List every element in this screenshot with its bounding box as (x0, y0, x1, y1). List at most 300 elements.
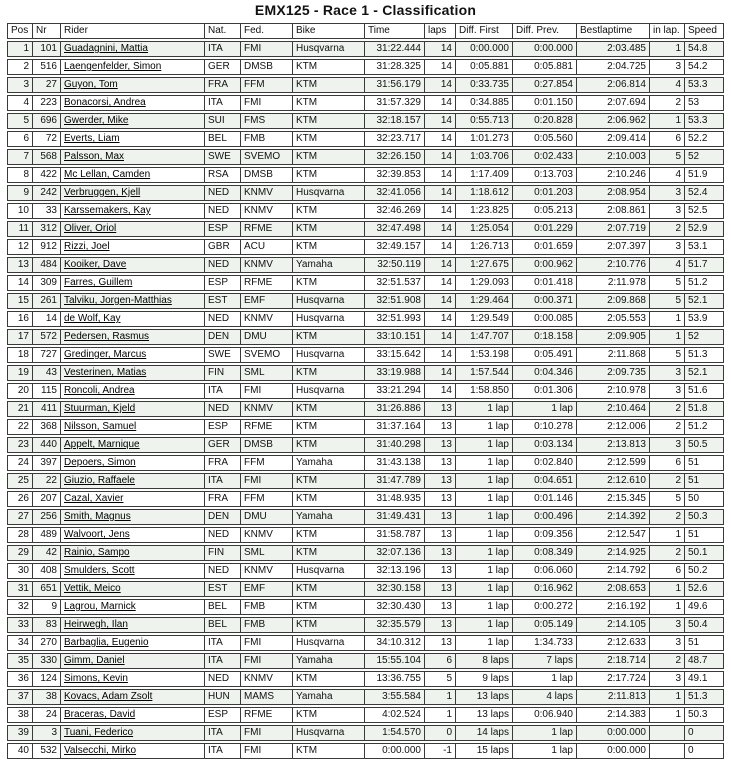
rider-link[interactable]: Palsson, Max (64, 151, 125, 162)
rider-link[interactable]: Heirwegh, Ilan (64, 619, 128, 630)
cell-nat: FRA (205, 77, 241, 93)
cell-nr: 24 (33, 707, 61, 723)
cell-nr: 242 (33, 185, 61, 201)
rider-link[interactable]: Bonacorsi, Andrea (64, 97, 146, 108)
cell-laps: 14 (425, 257, 456, 273)
cell-nr: 33 (33, 203, 61, 219)
cell-pos: 36 (7, 671, 33, 687)
cell-time: 33:10.151 (365, 329, 425, 345)
table-row (7, 527, 724, 543)
cell-diff-prev: 0:16.962 (513, 581, 577, 597)
cell-bike: Husqvarna (293, 311, 365, 327)
cell-diff-prev: 0:01.306 (513, 383, 577, 399)
rider-link[interactable]: Laengenfelder, Simon (64, 61, 162, 72)
cell-diff-prev: 0:00.962 (513, 257, 577, 273)
cell-nat: ITA (205, 653, 241, 669)
cell-speed: 52 (685, 329, 724, 345)
table-row (7, 149, 724, 165)
cell-laps: 14 (425, 41, 456, 57)
cell-diff-first: 1:58.850 (456, 383, 513, 399)
cell-diff-first: 0:05.881 (456, 59, 513, 75)
cell-time: 4:02.524 (365, 707, 425, 723)
cell-fed: SVEMO (241, 149, 293, 165)
cell-in-lap: 3 (650, 239, 685, 255)
rider-link[interactable]: Lagrou, Marnick (64, 601, 136, 612)
cell-in-lap: 1 (650, 113, 685, 129)
cell-fed: KNMV (241, 563, 293, 579)
rider-link[interactable]: Simons, Kevin (64, 673, 128, 684)
cell-diff-first: 1:18.612 (456, 185, 513, 201)
cell-nat: ITA (205, 41, 241, 57)
cell-laps: 13 (425, 545, 456, 561)
cell-rider (61, 203, 205, 219)
cell-speed: 51.3 (685, 347, 724, 363)
cell-in-lap: 5 (650, 149, 685, 165)
cell-nr: 408 (33, 563, 61, 579)
table-row (7, 743, 724, 759)
cell-diff-prev: 0:01.203 (513, 185, 577, 201)
cell-speed: 50.2 (685, 563, 724, 579)
cell-fed: RFME (241, 707, 293, 723)
cell-pos: 25 (7, 473, 33, 489)
rider-link[interactable]: Appelt, Marnique (64, 439, 140, 450)
cell-diff-prev: 0:13.703 (513, 167, 577, 183)
cell-bestlaptime: 2:07.719 (577, 221, 650, 237)
cell-rider (61, 311, 205, 327)
cell-nat: NED (205, 257, 241, 273)
cell-bike: KTM (293, 77, 365, 93)
cell-nr: 397 (33, 455, 61, 471)
table-row (7, 77, 724, 93)
table-row (7, 491, 724, 507)
cell-bestlaptime: 2:18.714 (577, 653, 650, 669)
cell-diff-first: 0:33.735 (456, 77, 513, 93)
cell-laps: 14 (425, 185, 456, 201)
rider-link[interactable]: de Wolf, Kay (64, 313, 121, 324)
cell-pos: 40 (7, 743, 33, 759)
cell-pos: 5 (7, 113, 33, 129)
cell-time: 32:51.993 (365, 311, 425, 327)
rider-link[interactable]: Everts, Liam (64, 133, 120, 144)
cell-diff-first: 13 laps (456, 689, 513, 705)
cell-diff-first: 0:34.885 (456, 95, 513, 111)
cell-time: 32:07.136 (365, 545, 425, 561)
cell-rider (61, 293, 205, 309)
cell-nat: ITA (205, 725, 241, 741)
cell-time: 32:30.158 (365, 581, 425, 597)
cell-time: 32:30.430 (365, 599, 425, 615)
cell-time: 34:10.312 (365, 635, 425, 651)
rider-link[interactable]: Valsecchi, Mirko (64, 745, 137, 756)
cell-nat: ITA (205, 95, 241, 111)
cell-nr: 223 (33, 95, 61, 111)
cell-laps: 13 (425, 509, 456, 525)
cell-fed: KNMV (241, 311, 293, 327)
cell-fed: FFM (241, 455, 293, 471)
cell-diff-first: 13 laps (456, 707, 513, 723)
rider-link[interactable]: Oliver, Oriol (64, 223, 117, 234)
cell-nr: 207 (33, 491, 61, 507)
cell-fed: SML (241, 545, 293, 561)
cell-bestlaptime: 2:10.464 (577, 401, 650, 417)
cell-bestlaptime: 2:14.792 (577, 563, 650, 579)
cell-diff-prev: 0:00.085 (513, 311, 577, 327)
rider-link[interactable]: Talviku, Jorgen-Matthias (64, 295, 172, 306)
cell-diff-prev: 0:01.418 (513, 275, 577, 291)
cell-time: 32:47.498 (365, 221, 425, 237)
cell-pos: 32 (7, 599, 33, 615)
cell-fed: FMI (241, 635, 293, 651)
cell-in-lap: 2 (650, 473, 685, 489)
cell-bike: Yamaha (293, 689, 365, 705)
rider-link[interactable]: Vesterinen, Matias (64, 367, 147, 378)
cell-speed: 51 (685, 473, 724, 489)
cell-laps: 13 (425, 563, 456, 579)
cell-bike: KTM (293, 203, 365, 219)
rider-link[interactable]: Karssemakers, Kay (64, 205, 151, 216)
cell-rider (61, 689, 205, 705)
table-row (7, 275, 724, 291)
cell-laps: 14 (425, 347, 456, 363)
cell-in-lap: 4 (650, 77, 685, 93)
cell-speed: 51.2 (685, 419, 724, 435)
cell-bike: Husqvarna (293, 635, 365, 651)
cell-pos: 26 (7, 491, 33, 507)
rider-link[interactable]: Farres, Guillem (64, 277, 133, 288)
cell-rider (61, 491, 205, 507)
cell-speed: 52.4 (685, 185, 724, 201)
cell-nat: NED (205, 203, 241, 219)
cell-bestlaptime: 2:10.776 (577, 257, 650, 273)
cell-time: 31:47.789 (365, 473, 425, 489)
cell-in-lap: 5 (650, 275, 685, 291)
cell-rider (61, 113, 205, 129)
cell-rider (61, 743, 205, 759)
cell-laps: 14 (425, 113, 456, 129)
cell-bestlaptime: 2:15.345 (577, 491, 650, 507)
cell-bestlaptime: 2:04.725 (577, 59, 650, 75)
cell-nr: 330 (33, 653, 61, 669)
cell-rider (61, 167, 205, 183)
table-row (7, 113, 724, 129)
cell-nr: 9 (33, 599, 61, 615)
cell-bike: KTM (293, 365, 365, 381)
cell-in-lap: 5 (650, 491, 685, 507)
cell-fed: SML (241, 365, 293, 381)
cell-bike: Husqvarna (293, 383, 365, 399)
cell-nat: RSA (205, 167, 241, 183)
cell-bestlaptime: 2:11.978 (577, 275, 650, 291)
cell-time: 1:54.570 (365, 725, 425, 741)
cell-time: 32:35.579 (365, 617, 425, 633)
cell-time: 32:13.196 (365, 563, 425, 579)
cell-fed: FMI (241, 383, 293, 399)
rider-link[interactable]: Tuani, Federico (64, 727, 134, 738)
table-row (7, 545, 724, 561)
rider-link[interactable]: Roncoli, Andrea (64, 385, 135, 396)
cell-speed: 51.3 (685, 689, 724, 705)
cell-diff-first: 1 lap (456, 545, 513, 561)
cell-nr: 651 (33, 581, 61, 597)
cell-speed: 52.6 (685, 581, 724, 597)
cell-diff-first: 1 lap (456, 509, 513, 525)
rider-link[interactable]: Cazal, Xavier (64, 493, 124, 504)
cell-bestlaptime: 2:10.246 (577, 167, 650, 183)
cell-nat: ESP (205, 221, 241, 237)
cell-pos: 23 (7, 437, 33, 453)
cell-nat: ITA (205, 383, 241, 399)
table-row (7, 59, 724, 75)
cell-nat: GBR (205, 239, 241, 255)
cell-rider (61, 671, 205, 687)
cell-fed: RFME (241, 419, 293, 435)
cell-laps: 14 (425, 59, 456, 75)
cell-bestlaptime: 2:14.392 (577, 509, 650, 525)
cell-diff-first: 1 lap (456, 437, 513, 453)
cell-in-lap: 1 (650, 581, 685, 597)
table-row (7, 383, 724, 399)
cell-bike: KTM (293, 473, 365, 489)
cell-nat: ITA (205, 743, 241, 759)
cell-nat: BEL (205, 131, 241, 147)
column-header-diff-prev: Diff. Prev. (513, 23, 577, 39)
cell-fed: FMI (241, 41, 293, 57)
cell-pos: 20 (7, 383, 33, 399)
rider-link[interactable]: Guyon, Tom (64, 79, 118, 90)
cell-nat: ESP (205, 419, 241, 435)
cell-time: 32:51.908 (365, 293, 425, 309)
cell-speed: 52.9 (685, 221, 724, 237)
rider-link[interactable]: Gimm, Daniel (64, 655, 125, 666)
cell-time: 31:48.935 (365, 491, 425, 507)
cell-nr: 696 (33, 113, 61, 129)
cell-in-lap: 6 (650, 131, 685, 147)
cell-pos: 27 (7, 509, 33, 525)
cell-bestlaptime: 2:08.954 (577, 185, 650, 201)
cell-time: 15:55.104 (365, 653, 425, 669)
table-row (7, 95, 724, 111)
cell-diff-prev: 1 lap (513, 743, 577, 759)
table-row (7, 239, 724, 255)
rider-link[interactable]: Giuzio, Raffaele (64, 475, 135, 486)
cell-laps: 14 (425, 149, 456, 165)
cell-pos: 21 (7, 401, 33, 417)
cell-pos: 24 (7, 455, 33, 471)
cell-nat: FIN (205, 545, 241, 561)
column-header-rider: Rider (61, 23, 205, 39)
cell-rider (61, 509, 205, 525)
cell-bike: KTM (293, 59, 365, 75)
cell-pos: 19 (7, 365, 33, 381)
cell-nat: EST (205, 293, 241, 309)
cell-diff-prev: 0:05.491 (513, 347, 577, 363)
rider-link[interactable]: Braceras, David (64, 709, 136, 720)
cell-nr: 572 (33, 329, 61, 345)
cell-fed: KNMV (241, 401, 293, 417)
cell-time: 13:36.755 (365, 671, 425, 687)
cell-bike: KTM (293, 149, 365, 165)
cell-diff-first: 1:57.544 (456, 365, 513, 381)
cell-time: 32:50.119 (365, 257, 425, 273)
rider-link[interactable]: Walvoort, Jens (64, 529, 130, 540)
cell-diff-prev: 0:18.158 (513, 329, 577, 345)
cell-bestlaptime: 2:17.724 (577, 671, 650, 687)
cell-bestlaptime: 2:12.633 (577, 635, 650, 651)
cell-rider (61, 527, 205, 543)
rider-link[interactable]: Rainio, Sampo (64, 547, 130, 558)
table-row (7, 455, 724, 471)
cell-diff-prev: 4 laps (513, 689, 577, 705)
cell-pos: 30 (7, 563, 33, 579)
cell-nr: 489 (33, 527, 61, 543)
rider-link[interactable]: Depoers, Simon (64, 457, 136, 468)
cell-nr: 38 (33, 689, 61, 705)
cell-in-lap: 3 (650, 59, 685, 75)
cell-laps: 14 (425, 221, 456, 237)
cell-speed: 53 (685, 95, 724, 111)
cell-in-lap (650, 743, 685, 759)
cell-laps: 14 (425, 293, 456, 309)
cell-rider (61, 653, 205, 669)
cell-diff-prev: 0:02.433 (513, 149, 577, 165)
cell-rider (61, 707, 205, 723)
cell-speed: 54.8 (685, 41, 724, 57)
cell-diff-first: 1:29.093 (456, 275, 513, 291)
cell-bestlaptime: 2:09.414 (577, 131, 650, 147)
cell-pos: 10 (7, 203, 33, 219)
table-row (7, 329, 724, 345)
rider-link[interactable]: Nilsson, Samuel (64, 421, 137, 432)
cell-laps: 13 (425, 437, 456, 453)
cell-laps: 13 (425, 617, 456, 633)
rider-link[interactable]: Guadagnini, Mattia (64, 43, 148, 54)
cell-nat: FIN (205, 365, 241, 381)
cell-laps: 14 (425, 365, 456, 381)
rider-link[interactable]: Kovacs, Adam Zsolt (64, 691, 153, 702)
rider-link[interactable]: Pedersen, Rasmus (64, 331, 150, 342)
cell-diff-prev: 0:00.000 (513, 41, 577, 57)
cell-nat: ESP (205, 275, 241, 291)
column-header-nat: Nat. (205, 23, 241, 39)
cell-bike: KTM (293, 491, 365, 507)
cell-laps: 6 (425, 653, 456, 669)
table-row (7, 437, 724, 453)
cell-bestlaptime: 2:14.383 (577, 707, 650, 723)
cell-nr: 312 (33, 221, 61, 237)
rider-link[interactable]: Rizzi, Joel (64, 241, 110, 252)
cell-speed: 50 (685, 491, 724, 507)
cell-pos: 18 (7, 347, 33, 363)
table-row (7, 347, 724, 363)
cell-rider (61, 419, 205, 435)
cell-in-lap: 3 (650, 185, 685, 201)
cell-bike: KTM (293, 329, 365, 345)
cell-time: 32:51.537 (365, 275, 425, 291)
cell-bike: KTM (293, 167, 365, 183)
cell-diff-prev: 0:02.840 (513, 455, 577, 471)
cell-speed: 50.4 (685, 617, 724, 633)
cell-speed: 52 (685, 149, 724, 165)
cell-speed: 53.3 (685, 77, 724, 93)
cell-fed: DMU (241, 509, 293, 525)
rider-link[interactable]: Smith, Magnus (64, 511, 131, 522)
cell-fed: DMU (241, 329, 293, 345)
rider-link[interactable]: Gredinger, Marcus (64, 349, 147, 360)
table-row (7, 599, 724, 615)
cell-diff-first: 1 lap (456, 419, 513, 435)
cell-time: 31:37.164 (365, 419, 425, 435)
cell-bestlaptime: 2:06.814 (577, 77, 650, 93)
table-row (7, 707, 724, 723)
cell-bestlaptime: 2:14.105 (577, 617, 650, 633)
cell-diff-first: 15 laps (456, 743, 513, 759)
cell-diff-first: 1 lap (456, 599, 513, 615)
cell-bestlaptime: 2:11.813 (577, 689, 650, 705)
cell-diff-prev: 0:05.560 (513, 131, 577, 147)
cell-bestlaptime: 2:05.553 (577, 311, 650, 327)
cell-laps: 0 (425, 725, 456, 741)
table-row (7, 563, 724, 579)
cell-in-lap: 2 (650, 221, 685, 237)
rider-link[interactable]: Stuurman, Kjeld (64, 403, 136, 414)
cell-rider (61, 149, 205, 165)
rider-link[interactable]: Barbaglia, Eugenio (64, 637, 149, 648)
rider-link[interactable]: Verbruggen, Kjell (64, 187, 141, 198)
rider-link[interactable]: Smulders, Scott (64, 565, 135, 576)
cell-bestlaptime: 2:12.006 (577, 419, 650, 435)
cell-time: 31:43.138 (365, 455, 425, 471)
cell-time: 31:22.444 (365, 41, 425, 57)
cell-bestlaptime: 2:07.694 (577, 95, 650, 111)
table-row (7, 635, 724, 651)
rider-link[interactable]: Vettik, Meico (64, 583, 121, 594)
cell-fed: FMI (241, 725, 293, 741)
cell-diff-first: 1 lap (456, 617, 513, 633)
rider-link[interactable]: Kooiker, Dave (64, 259, 127, 270)
cell-diff-prev: 0:06.940 (513, 707, 577, 723)
table-row (7, 671, 724, 687)
cell-fed: KNMV (241, 527, 293, 543)
cell-speed: 52.5 (685, 203, 724, 219)
cell-pos: 4 (7, 95, 33, 111)
cell-bike: KTM (293, 131, 365, 147)
cell-bestlaptime: 2:09.735 (577, 365, 650, 381)
cell-laps: 1 (425, 689, 456, 705)
table-row (7, 401, 724, 417)
cell-fed: KNMV (241, 185, 293, 201)
rider-link[interactable]: Mc Lellan, Camden (64, 169, 151, 180)
table-row (7, 257, 724, 273)
cell-fed: RFME (241, 221, 293, 237)
cell-bestlaptime: 2:16.192 (577, 599, 650, 615)
cell-diff-prev: 0:06.060 (513, 563, 577, 579)
cell-bike: KTM (293, 437, 365, 453)
cell-bestlaptime: 2:12.599 (577, 455, 650, 471)
cell-fed: FMB (241, 617, 293, 633)
cell-pos: 15 (7, 293, 33, 309)
rider-link[interactable]: Gwerder, Mike (64, 115, 129, 126)
cell-fed: FMI (241, 653, 293, 669)
cell-time: 0:00.000 (365, 743, 425, 759)
cell-fed: KNMV (241, 671, 293, 687)
page-title: EMX125 - Race 1 - Classification (254, 2, 477, 18)
cell-nr: 309 (33, 275, 61, 291)
cell-bike: KTM (293, 707, 365, 723)
cell-bestlaptime: 2:07.397 (577, 239, 650, 255)
cell-speed: 50.3 (685, 509, 724, 525)
cell-fed: FMI (241, 743, 293, 759)
cell-time: 33:19.988 (365, 365, 425, 381)
